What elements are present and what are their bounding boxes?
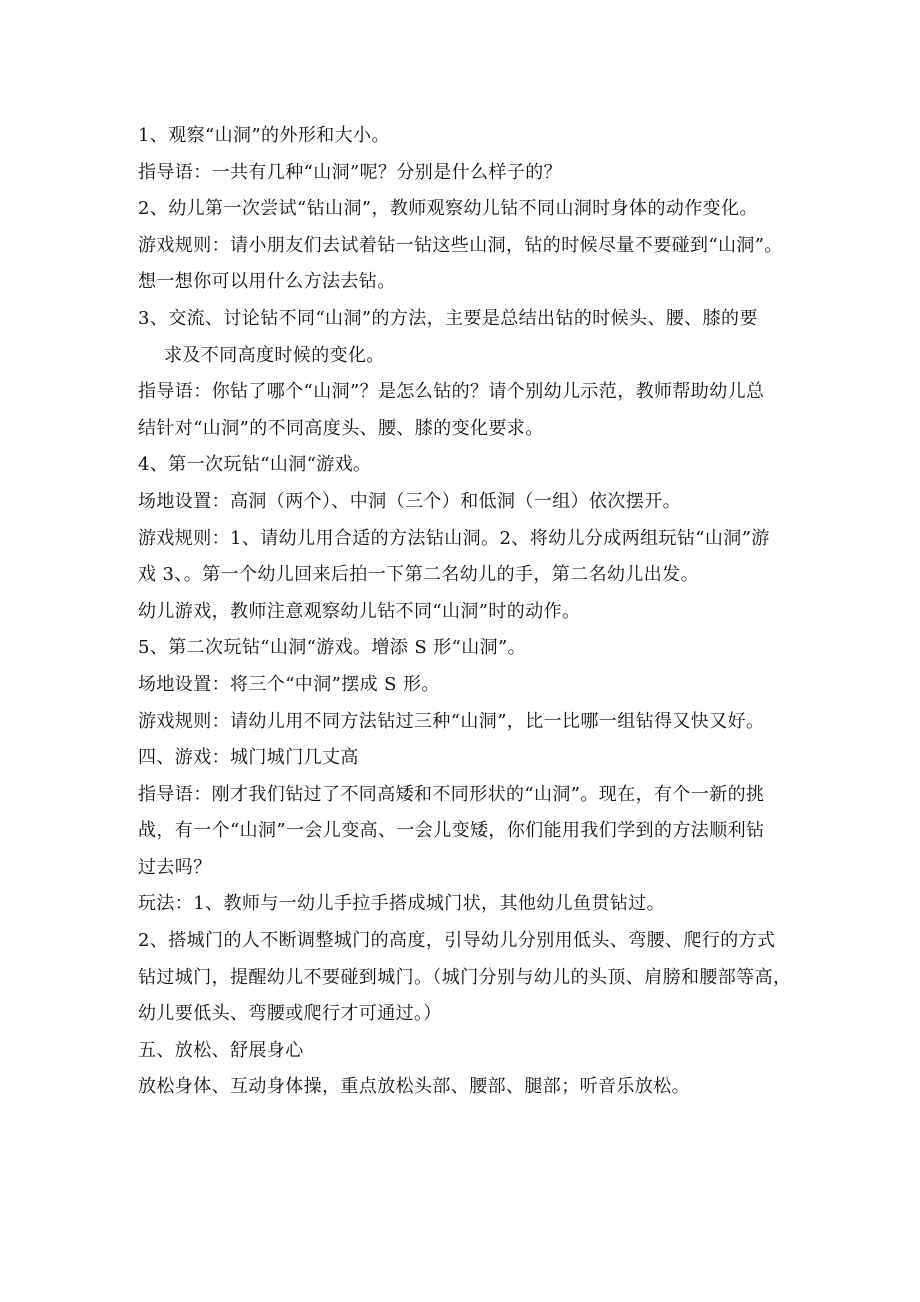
game-rule-1: 游戏规则：请小朋友们去试着钻一钻这些山洞，钻的时候尽量不要碰到“山洞”。 <box>138 234 783 256</box>
game-rule-2-continued: 戏 3、。第一个幼儿回来后拍一下第二名幼儿的手，第二名幼儿出发。 <box>138 564 699 586</box>
game-rule-1-continued: 想一想你可以用什么方法去钻。 <box>138 271 396 293</box>
relaxation-activity: 放松身体、互动身体操，重点放松头部、腰部、腿部；听音乐放松。 <box>138 1076 690 1098</box>
play-method-2-continued: 钻过城门，提醒幼儿不要碰到城门。（城门分别与幼儿的头顶、肩膀和腰部等高， <box>138 966 792 988</box>
guidance-question-3-continued: 战，有一个“山洞”一会儿变高、一会儿变矮，你们能用我们学到的方法顺利钻 <box>138 820 765 842</box>
venue-setup-1: 场地设置：高洞（两个）、中洞（三个）和低洞（一组）依次摆开。 <box>138 490 681 512</box>
child-play-note: 幼儿游戏，教师注意观察幼儿钻不同“山洞”时的动作。 <box>138 600 581 622</box>
venue-setup-2: 场地设置：将三个“中洞”摆成 S 形。 <box>138 673 440 695</box>
guidance-question-3-end: 过去吗？ <box>138 856 212 878</box>
document-body <box>138 118 790 1106</box>
guidance-question-2-continued: 结针对“山洞”的不同高度头、腰、膝的变化要求。 <box>138 417 544 439</box>
guidance-question-1: 指导语：一共有几种“山洞”呢？分别是什么样子的？ <box>138 161 563 183</box>
guidance-question-2: 指导语：你钻了哪个“山洞”？是怎么钻的？请个别幼儿示范，教师帮助幼儿总 <box>138 381 765 403</box>
play-method-1: 玩法：1、教师与一幼儿手拉手搭成城门状，其他幼儿鱼贯钻过。 <box>138 893 666 915</box>
guidance-question-3: 指导语：刚才我们钻过了不同高矮和不同形状的“山洞”。现在，有个一新的挑 <box>138 783 765 805</box>
play-method-2-end: 幼儿要低头、弯腰或爬行才可通过。） <box>138 1003 442 1025</box>
section-4-heading: 四、游戏：城门城门几丈高 <box>138 747 359 769</box>
step-3-heading-continued: 求及不同高度时候的变化。 <box>164 344 385 366</box>
step-4-heading: 4、第一次玩钻“山洞“游戏。 <box>138 454 372 476</box>
step-5-heading: 5、第二次玩钻“山洞“游戏。增添 S 形“山洞”。 <box>138 637 527 659</box>
game-rule-3: 游戏规则：请幼儿用不同方法钻过三种“山洞”，比一比哪一组钻得又快又好。 <box>138 710 765 732</box>
step-1-heading: 1、观察“山洞”的外形和大小。 <box>138 125 390 146</box>
play-method-2: 2、搭城门的人不断调整城门的高度，引导幼儿分别用低头、弯腰、爬行的方式 <box>138 930 776 952</box>
step-3-heading: 3、交流、讨论钻不同“山洞”的方法，主要是总结出钻的时候头、腰、膝的要 <box>138 307 758 329</box>
game-rule-2: 游戏规则：1、请幼儿用合适的方法钻山洞。2、将幼儿分成两组玩钻“山洞”游 <box>138 527 770 549</box>
step-2-heading: 2、幼儿第一次尝试“钻山洞”，教师观察幼儿钻不同山洞时身体的动作变化。 <box>138 198 758 220</box>
section-5-heading: 五、放松、舒展身心 <box>138 1039 304 1061</box>
